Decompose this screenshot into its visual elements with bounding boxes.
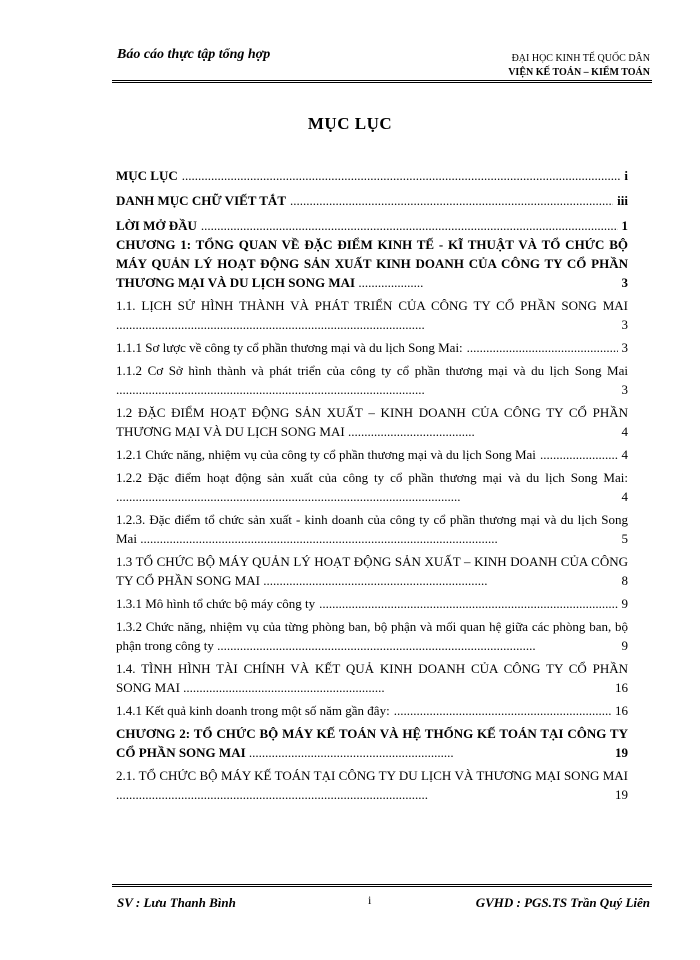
toc-entry-text: 2.1. TỔ CHỨC BỘ MÁY KẾ TOÁN TẠI CÔNG TY DU LỊCH VÀ THƯƠNG MẠI SONG MAI [116, 768, 628, 783]
toc-entry[interactable] [116, 338, 628, 357]
toc-entry-text: 1.4.1 Kết quả kinh doanh trong một số năm gần đây: [116, 703, 390, 718]
toc-entry-text: CHƯƠNG 1: TỔNG QUAN VỀ ĐẶC ĐIỂM KINH TẾ - KĨ THUẬT VÀ TỔ CHỨC BỘ MÁY QUẢN LÝ HOẠT ĐỘNG SẢN XUẤT KINH DOANH CỦA CÔNG TY CỔ PHẦN THƯƠNG MẠI VÀ DU LỊCH SONG MAI [116, 237, 628, 290]
toc-entry-text: 1.3.2 Chức năng, nhiệm vụ của từng phòng ban, bộ phận và mối quan hệ giữa các phòng ban, bộ phận trong công ty [116, 619, 628, 653]
toc-entry-page: 4 [621, 447, 628, 462]
header-institution [508, 52, 650, 80]
toc-entry[interactable] [116, 235, 628, 292]
toc-entry[interactable] [116, 724, 628, 762]
toc-entry-text: 1.1.2 Cơ Sở hình thành và phát triển của công ty cổ phần thương mại và du lịch Song Mai [116, 363, 628, 378]
toc-entry-page: 3 [621, 275, 628, 290]
toc-entry[interactable] [116, 191, 628, 210]
toc-entry[interactable] [116, 552, 628, 590]
toc-entry-page: 1 [621, 218, 628, 233]
toc-entry-text: 1.3.1 Mô hình tổ chức bộ máy công ty [116, 596, 316, 611]
toc-entry-page: 9 [621, 596, 628, 611]
header-department: VIỆN KẾ TOÁN – KIỂM TOÁN [508, 67, 650, 78]
toc-leader [467, 338, 618, 357]
toc-leader: .............................................................................................................. [140, 531, 498, 546]
toc-entry-page: 16 [615, 680, 628, 695]
toc-entry-text: 1.4. TÌNH HÌNH TÀI CHÍNH VÀ KẾT QUẢ KINH DOANH CỦA CÔNG TY CỔ PHẦN SONG MAI [116, 661, 628, 695]
toc-leader [319, 594, 617, 613]
toc-leader [394, 701, 611, 720]
toc-entry-text: LỜI MỞ ĐẦU [116, 218, 197, 233]
toc-entry-text: 1.1.1 Sơ lược về công ty cổ phần thương mại và du lịch Song Mai: [116, 340, 463, 355]
toc-entry[interactable] [116, 510, 628, 548]
toc-leader: ................................................................................................ [116, 787, 428, 802]
toc-entry-page: 3 [621, 317, 628, 332]
toc-leader: ............................................................................................... [116, 382, 425, 397]
toc-entry-page: 3 [621, 340, 628, 355]
toc-entry-text: 1.2 ĐẶC ĐIỂM HOẠT ĐỘNG SẢN XUẤT – KINH DOANH CỦA CÔNG TY CỔ PHẦN THƯƠNG MẠI VÀ DU LỊCH SONG MAI [116, 405, 628, 439]
toc-entry[interactable] [116, 659, 628, 697]
toc-leader: .......................................................................................................... [116, 489, 461, 504]
table-of-contents [116, 166, 628, 804]
toc-entry[interactable] [116, 445, 628, 464]
toc-entry[interactable] [116, 166, 628, 185]
toc-entry-page: 9 [621, 638, 628, 653]
toc-entry-page: iii [617, 193, 628, 208]
toc-entry-page: 19 [615, 745, 628, 760]
toc-entry[interactable] [116, 617, 628, 655]
toc-entry[interactable] [116, 701, 628, 720]
toc-leader: ............................................................................................... [116, 317, 425, 332]
footer-student: SV : Lưu Thanh Bình [117, 895, 236, 910]
toc-entry-page: 8 [621, 573, 628, 588]
toc-entry-page: 5 [621, 531, 628, 546]
toc-entry-page: 3 [621, 382, 628, 397]
toc-leader: ..................................................................... [263, 573, 488, 588]
toc-leader: .................... [358, 275, 424, 290]
toc-leader: ............................................................... [248, 745, 454, 760]
toc-entry[interactable] [116, 216, 628, 235]
toc-entry-text: CHƯƠNG 2: TỔ CHỨC BỘ MÁY KẾ TOÁN VÀ HỆ THỐNG KẾ TOÁN TẠI CÔNG TY CỔ PHẦN SONG MAI [116, 726, 628, 760]
toc-entry-page: i [624, 168, 628, 183]
toc-leader [540, 445, 618, 464]
toc-leader: .............................................................. [183, 680, 385, 695]
toc-entry-text: MỤC LỤC [116, 168, 178, 183]
toc-entry[interactable] [116, 361, 628, 399]
toc-leader: .................................................................................................. [217, 638, 536, 653]
toc-entry[interactable] [116, 403, 628, 441]
footer-advisor: GVHD : PGS.TS Trần Quý Liên [475, 895, 650, 910]
header-university: ĐẠI HỌC KINH TẾ QUỐC DÂN [511, 53, 650, 64]
toc-entry-text: 1.2.2 Đặc điểm hoạt động sản xuất của công ty cổ phần thương mại và du lịch Song Mai: [116, 470, 628, 485]
toc-entry-page: 16 [615, 703, 628, 718]
toc-entry[interactable] [116, 766, 628, 804]
toc-entry-page: 4 [621, 489, 628, 504]
toc-leader [290, 191, 613, 210]
toc-leader [201, 216, 618, 235]
footer-page-number: i [368, 893, 372, 907]
toc-entry[interactable] [116, 468, 628, 506]
toc-entry-page: 19 [615, 787, 628, 802]
toc-entry-text: 1.3 TỔ CHỨC BỘ MÁY QUẢN LÝ HOẠT ĐỘNG SẢN XUẤT – KINH DOANH CỦA CÔNG TY CỔ PHẦN SONG MAI [116, 554, 628, 588]
page-title: MỤC LỤC [307, 114, 393, 133]
toc-entry[interactable] [116, 296, 628, 334]
header-report-title: Báo cáo thực tập tổng hợp [117, 47, 271, 62]
toc-entry-text: 1.2.1 Chức năng, nhiệm vụ của công ty cổ phần thương mại và du lịch Song Mai [116, 447, 536, 462]
header-divider [112, 80, 652, 83]
toc-entry-text: 1.1. LỊCH SỬ HÌNH THÀNH VÀ PHÁT TRIỂN CỦA CÔNG TY CỔ PHẦN SONG MAI [116, 298, 628, 313]
toc-entry[interactable] [116, 594, 628, 613]
toc-entry-page: 4 [621, 424, 628, 439]
toc-leader [182, 166, 621, 185]
toc-entry-text: DANH MỤC CHỮ VIẾT TẮT [116, 193, 286, 208]
footer-divider [112, 884, 652, 887]
toc-entry-text: 1.2.3. Đặc điểm tổ chức sản xuất - kinh doanh của công ty cổ phần thương mại và du lịch Song Mai [116, 512, 628, 546]
toc-leader: ....................................... [347, 424, 475, 439]
